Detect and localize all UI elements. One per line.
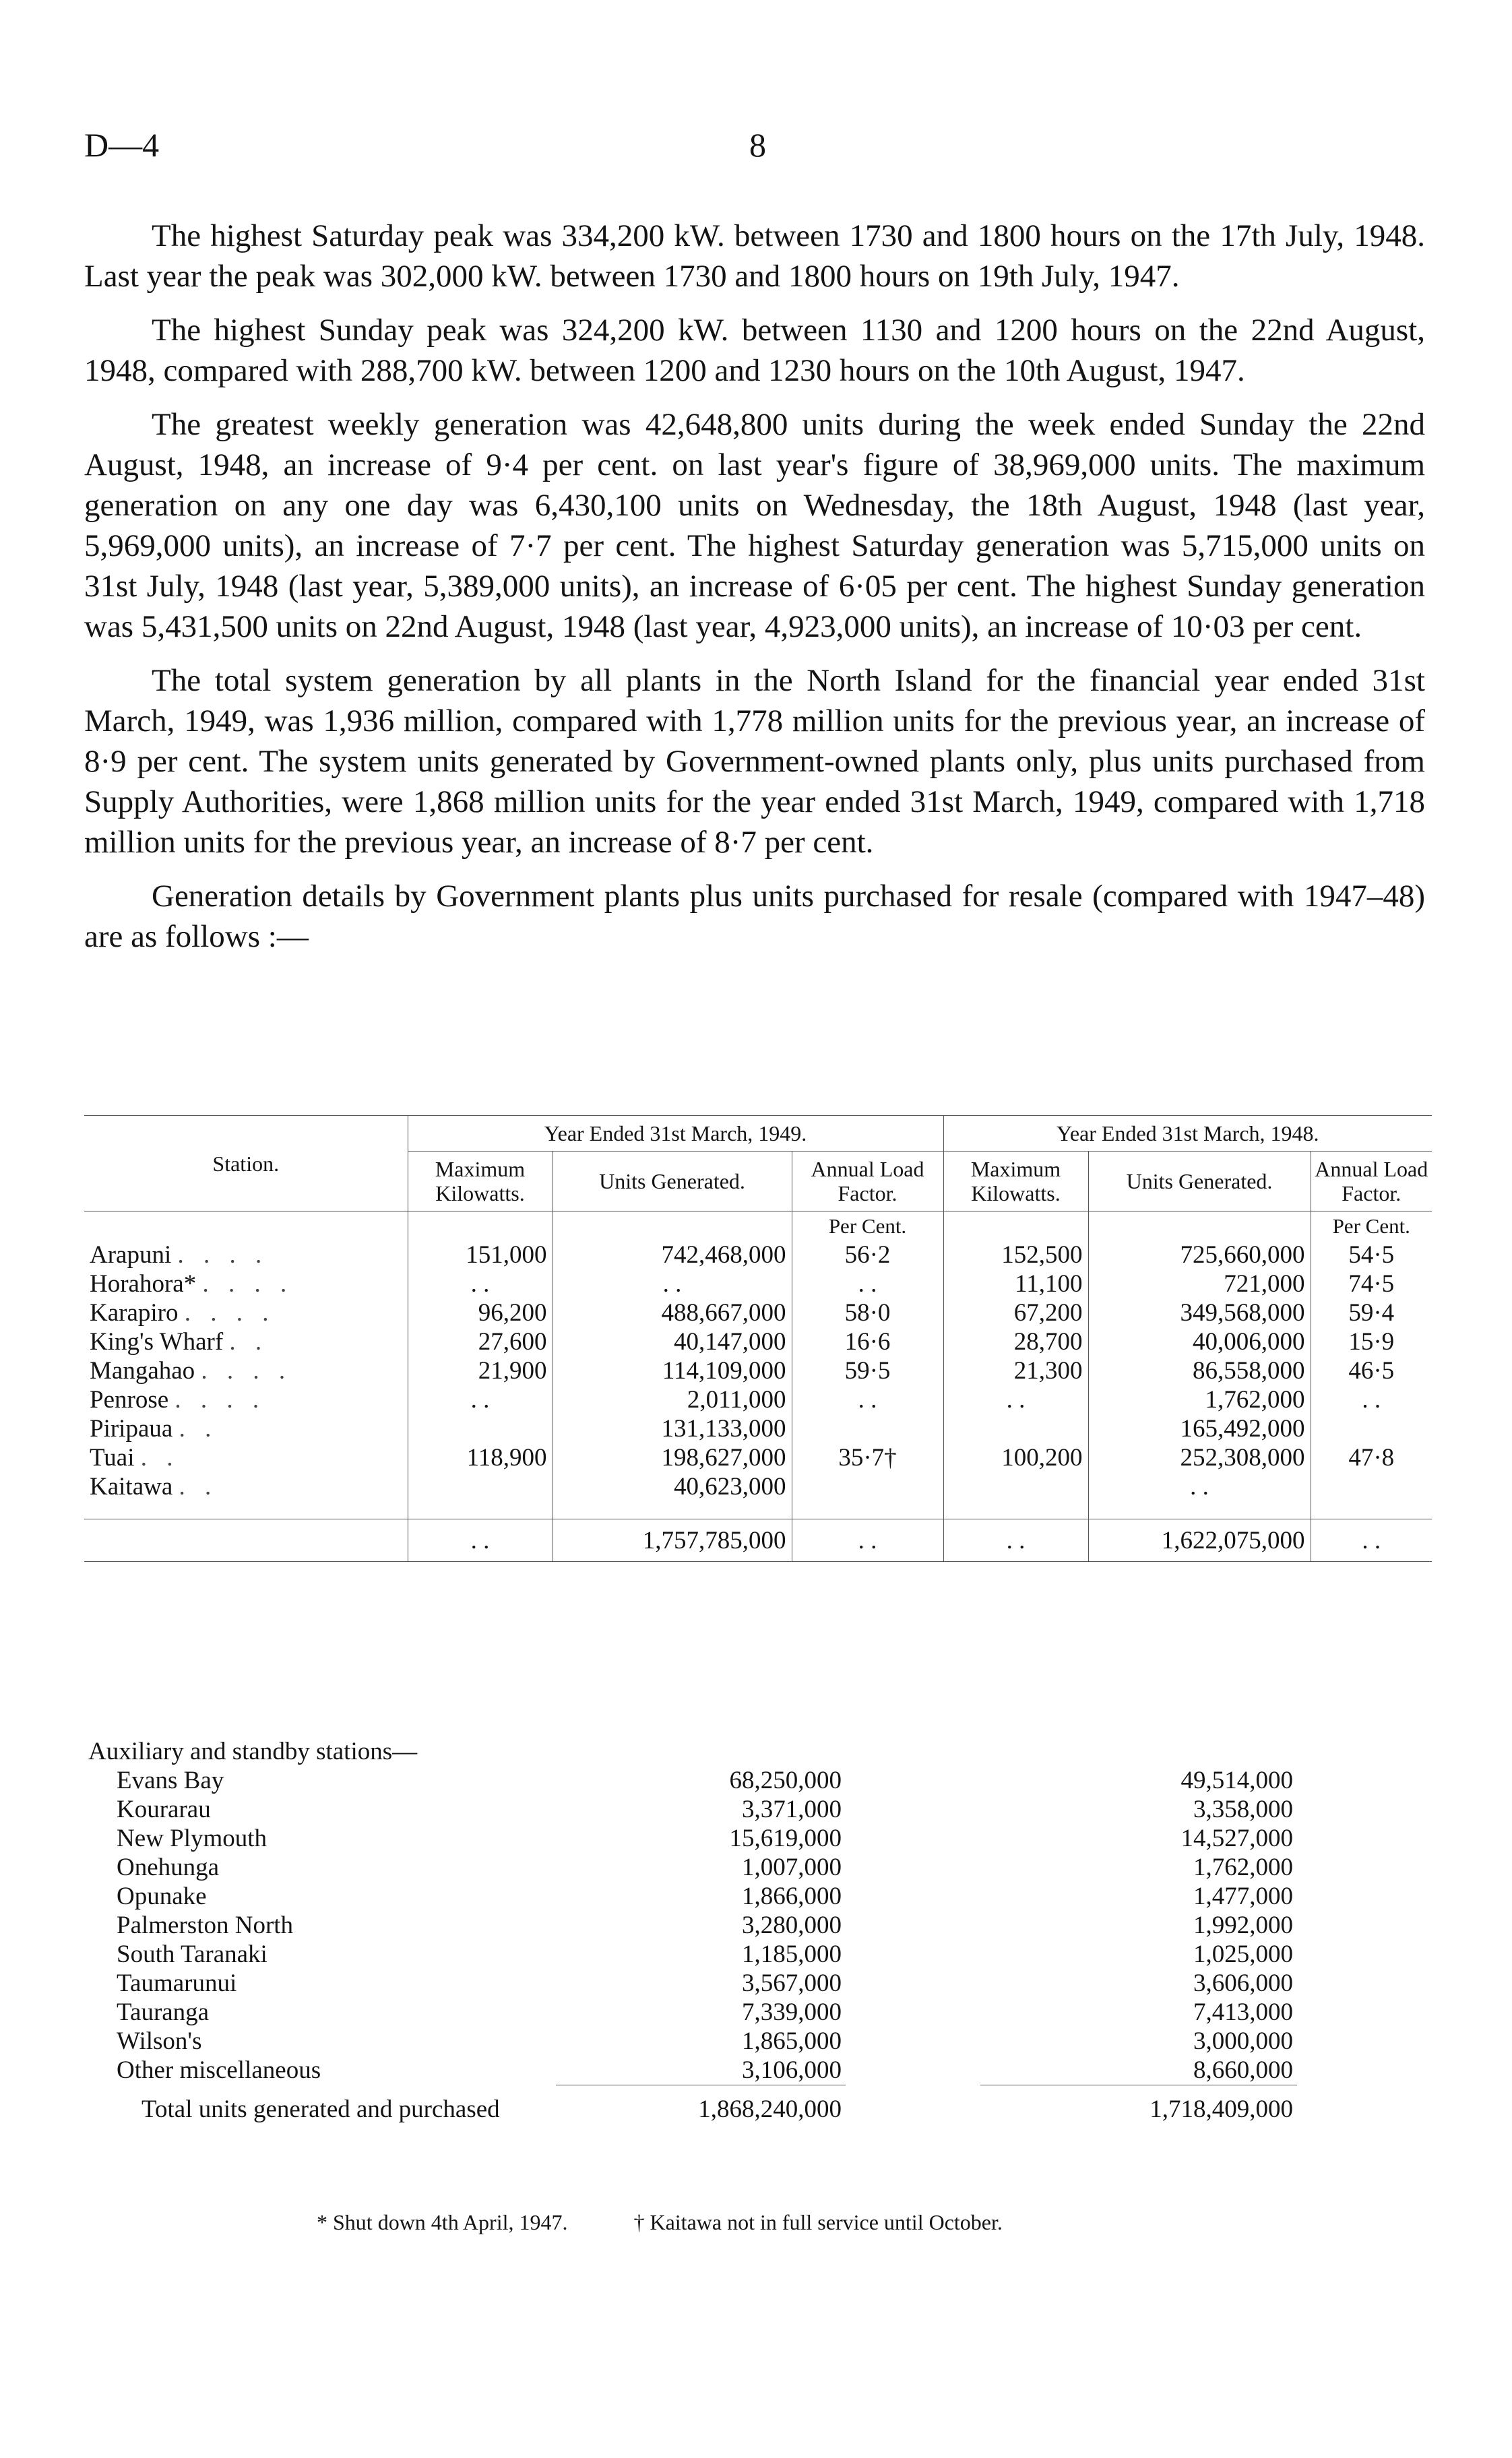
auxiliary-total-row: [84, 2085, 1297, 2124]
per-cent-label: Per Cent.: [1311, 1211, 1432, 1241]
max-kw-1949-header: Maximum Kilowatts.: [408, 1152, 553, 1211]
load-1948-combined: 47·8: [1311, 1414, 1432, 1501]
units-1948: 1,992,000: [1193, 1912, 1293, 1939]
units-1949: 68,250,000: [729, 1767, 842, 1794]
table-row: Piripaua . . 118,900 131,133,000 35·7† 100,200 165,492,000 47·8: [84, 1414, 1432, 1443]
total-units-1948: 1,622,075,000: [1088, 1519, 1311, 1562]
section-code: D—4: [84, 126, 160, 164]
station-name: Piripaua: [90, 1415, 173, 1443]
table-row: King's Wharf . . 27,600 40,147,000 16·6 28,700 40,006,000 15·9: [84, 1327, 1432, 1356]
station-name: Onehunga: [117, 1854, 220, 1881]
generation-table: [84, 1115, 1432, 1562]
page-number: 8: [749, 126, 766, 164]
units-1949: 3,280,000: [742, 1912, 842, 1939]
max-kw-1948: 21,300: [943, 1356, 1088, 1385]
paragraph: The total system generation by all plants in the North Island for the financial year ended 31st March, 1949, was 1,936 million, compared with 1,778 million units for the previous year, an increase of 8·9 per cent. The system units generated by Government-owned plants only, plus units purchased from Supply Authorities, were 1,868 million units for the year ended 31st March, 1949, compared with 1,718 million units for the previous year, an increase of 8·7 per cent.: [84, 663, 1425, 860]
total-load-1948: . .: [1311, 1519, 1432, 1562]
auxiliary-table: [84, 1737, 1297, 2124]
units-1949: 198,627,000: [553, 1443, 792, 1472]
station-name: Evans Bay: [117, 1767, 224, 1794]
station-name: South Taranaki: [117, 1941, 267, 1968]
load-1948: 46·5: [1311, 1356, 1432, 1385]
units-1948: 165,492,000: [1088, 1414, 1311, 1443]
units-1949: 7,339,000: [742, 1998, 842, 2026]
units-1949: 1,185,000: [742, 1941, 842, 1968]
station-name: Taumarunui: [117, 1969, 237, 1997]
station-name: King's Wharf: [90, 1328, 224, 1356]
units-1948: 252,308,000: [1088, 1443, 1311, 1472]
max-kw-1948: 67,200: [943, 1298, 1088, 1327]
year-1949-header: Year Ended 31st March, 1949.: [408, 1116, 943, 1152]
list-item: [84, 1795, 1297, 1824]
station-name: Palmerston North: [117, 1912, 294, 1939]
list-item: [84, 2056, 1297, 2085]
station-name: Penrose: [90, 1386, 169, 1414]
units-1949: 3,371,000: [742, 1796, 842, 1823]
units-1949: 40,147,000: [553, 1327, 792, 1356]
total-label: Total units generated and purchased: [141, 2095, 500, 2123]
units-1948: 725,660,000: [1088, 1240, 1311, 1269]
list-item: [84, 1824, 1297, 1853]
units-1948: 3,606,000: [1193, 1969, 1293, 1997]
units-1949-header: Units Generated.: [553, 1152, 792, 1211]
units-1948: 14,527,000: [1180, 1825, 1293, 1852]
footnote-dagger: † Kaitawa not in full service until October.: [633, 2210, 1003, 2234]
units-1948: 3,358,000: [1193, 1796, 1293, 1823]
list-item: [84, 1766, 1297, 1795]
station-name: Karapiro: [90, 1299, 179, 1327]
load-1949: 58·0: [792, 1298, 943, 1327]
max-kw-1949: . .: [408, 1385, 553, 1414]
units-1948: 1,025,000: [1193, 1941, 1293, 1968]
list-item: [84, 2027, 1297, 2056]
units-1949: 15,619,000: [729, 1825, 842, 1852]
table-row: Tuai . . 198,627,000 252,308,000: [84, 1443, 1432, 1472]
station-name: New Plymouth: [117, 1825, 267, 1852]
units-1948: 49,514,000: [1180, 1767, 1293, 1794]
units-1948: 1,762,000: [1088, 1385, 1311, 1414]
max-kw-1949: 27,600: [408, 1327, 553, 1356]
max-kw-1949: 151,000: [408, 1240, 553, 1269]
load-1948: . .: [1311, 1385, 1432, 1414]
max-kw-1949-combined: 118,900: [408, 1414, 553, 1501]
load-1949: 16·6: [792, 1327, 943, 1356]
units-1948: 86,558,000: [1088, 1356, 1311, 1385]
max-kw-1949: 21,900: [408, 1356, 553, 1385]
station-name: Wilson's: [117, 2027, 202, 2055]
table-row: Mangahao . . . . 21,900 114,109,000 59·5 21,300 86,558,000 46·5: [84, 1356, 1432, 1385]
units-1948: 1,477,000: [1193, 1883, 1293, 1910]
paragraph: The highest Saturday peak was 334,200 kW. between 1730 and 1800 hours on the 17th July, 1948. Last year the peak was 302,000 kW. between 1730 and 1800 hours on 19th July, 1947.: [84, 218, 1425, 294]
load-1949-header: Annual Load Factor.: [792, 1152, 943, 1211]
max-kw-1948: . .: [943, 1385, 1088, 1414]
station-name: Tuai: [90, 1444, 135, 1472]
units-1949: 114,109,000: [553, 1356, 792, 1385]
units-1949: 2,011,000: [553, 1385, 792, 1414]
list-item: [84, 1853, 1297, 1882]
units-1949: 3,567,000: [742, 1969, 842, 1997]
station-name: Kaitawa: [90, 1473, 173, 1501]
max-kw-1948: 28,700: [943, 1327, 1088, 1356]
body-text: [84, 216, 1425, 970]
station-name: Kourarau: [117, 1796, 211, 1823]
per-cent-label: Per Cent.: [792, 1211, 943, 1241]
station-name: Other miscellaneous: [117, 2056, 321, 2085]
table-total-row: [84, 1519, 1432, 1562]
total-max-kw-1948: . .: [943, 1519, 1088, 1562]
station-name: Arapuni: [90, 1241, 172, 1269]
units-1949: 488,667,000: [553, 1298, 792, 1327]
paragraph: The greatest weekly generation was 42,648,800 units during the week ended Sunday the 22nd August, 1948, an increase of 9·4 per cent. on last year's figure of 38,969,000 units. The maximum generation on any one day was 6,430,100 units on Wednesday, the 18th August, 1948 (last year, 5,969,000 units), an increase of 7·7 per cent. The highest Saturday generation was 5,715,000 units on 31st July, 1948 (last year, 5,389,000 units), an increase of 6·05 per cent. The highest Sunday generation was 5,431,500 units on 22nd August, 1948 (last year, 4,923,000 units), an increase of 10·03 per cent.: [84, 407, 1425, 644]
list-item: [84, 1940, 1297, 1969]
max-kw-1949: . .: [408, 1269, 553, 1298]
max-kw-1948: 152,500: [943, 1240, 1088, 1269]
load-1949: 56·2: [792, 1240, 943, 1269]
units-1949: 1,866,000: [742, 1883, 842, 1910]
units-1949: 742,468,000: [553, 1240, 792, 1269]
units-1948: 3,000,000: [1193, 2027, 1293, 2055]
total-units-1949: 1,757,785,000: [553, 1519, 792, 1562]
table-row: Arapuni . . . . 151,000 742,468,000 56·2 152,500 725,660,000 54·5: [84, 1240, 1432, 1269]
load-1949: 59·5: [792, 1356, 943, 1385]
units-1948: 8,660,000: [1193, 2056, 1293, 2084]
max-kw-1948-combined: 100,200: [943, 1414, 1088, 1501]
table-row: Kaitawa . . 40,623,000 . .: [84, 1472, 1432, 1501]
station-header: Station.: [84, 1116, 408, 1211]
station-name: Tauranga: [117, 1998, 210, 2026]
total-units-1948: 1,718,409,000: [980, 2085, 1297, 2124]
load-1948-header: Annual Load Factor.: [1311, 1152, 1432, 1211]
load-1948: 54·5: [1311, 1240, 1432, 1269]
load-1949: . .: [792, 1385, 943, 1414]
table-row: Karapiro . . . . 96,200 488,667,000 58·0 67,200 349,568,000 59·4: [84, 1298, 1432, 1327]
max-kw-1948-header: Maximum Kilowatts.: [943, 1152, 1088, 1211]
units-1948: 349,568,000: [1088, 1298, 1311, 1327]
list-item: [84, 1969, 1297, 1998]
units-1948: 1,762,000: [1193, 1854, 1293, 1881]
units-1949: 131,133,000: [553, 1414, 792, 1443]
units-1949: 40,623,000: [553, 1472, 792, 1501]
footnotes: [317, 2210, 1063, 2235]
list-item: [84, 1882, 1297, 1911]
units-1948: 40,006,000: [1088, 1327, 1311, 1356]
list-item: [84, 1911, 1297, 1940]
paragraph: Generation details by Government plants plus units purchased for resale (compared with 1947–48) are as follows :—: [84, 879, 1425, 954]
paragraph: The highest Sunday peak was 324,200 kW. between 1130 and 1200 hours on the 22nd August, 1948, compared with 288,700 kW. between 1200 and 1230 hours on the 10th August, 1947.: [84, 313, 1425, 388]
units-1949: 1,007,000: [742, 1854, 842, 1881]
max-kw-1948: 11,100: [943, 1269, 1088, 1298]
units-1948-header: Units Generated.: [1088, 1152, 1311, 1211]
station-name: Mangahao: [90, 1357, 195, 1385]
load-1949-combined: 35·7†: [792, 1414, 943, 1501]
station-name: Opunake: [117, 1883, 207, 1910]
units-1949: 1,865,000: [742, 2027, 842, 2055]
load-1949: . .: [792, 1269, 943, 1298]
max-kw-1949: 96,200: [408, 1298, 553, 1327]
year-1948-header: Year Ended 31st March, 1948.: [943, 1116, 1432, 1152]
station-name: Horahora*: [90, 1270, 197, 1298]
units-1948: 721,000: [1088, 1269, 1311, 1298]
units-1949: 3,106,000: [742, 2056, 842, 2084]
auxiliary-heading: Auxiliary and standby stations—: [88, 1738, 418, 1765]
table-row: Horahora* . . . . . . . . . . 11,100 721,000 74·5: [84, 1269, 1432, 1298]
total-max-kw-1949: . .: [408, 1519, 553, 1562]
units-1948: . .: [1088, 1472, 1311, 1501]
load-1948: 59·4: [1311, 1298, 1432, 1327]
units-1949: . .: [553, 1269, 792, 1298]
table-row: Penrose . . . . . . 2,011,000 . . . . 1,762,000 . .: [84, 1385, 1432, 1414]
load-1948: 15·9: [1311, 1327, 1432, 1356]
units-1948: 7,413,000: [1193, 1998, 1293, 2026]
total-units-1949: 1,868,240,000: [556, 2085, 846, 2124]
list-item: [84, 1998, 1297, 2027]
total-load-1949: . .: [792, 1519, 943, 1562]
footnote-star: * Shut down 4th April, 1947.: [317, 2210, 568, 2234]
load-1948: 74·5: [1311, 1269, 1432, 1298]
